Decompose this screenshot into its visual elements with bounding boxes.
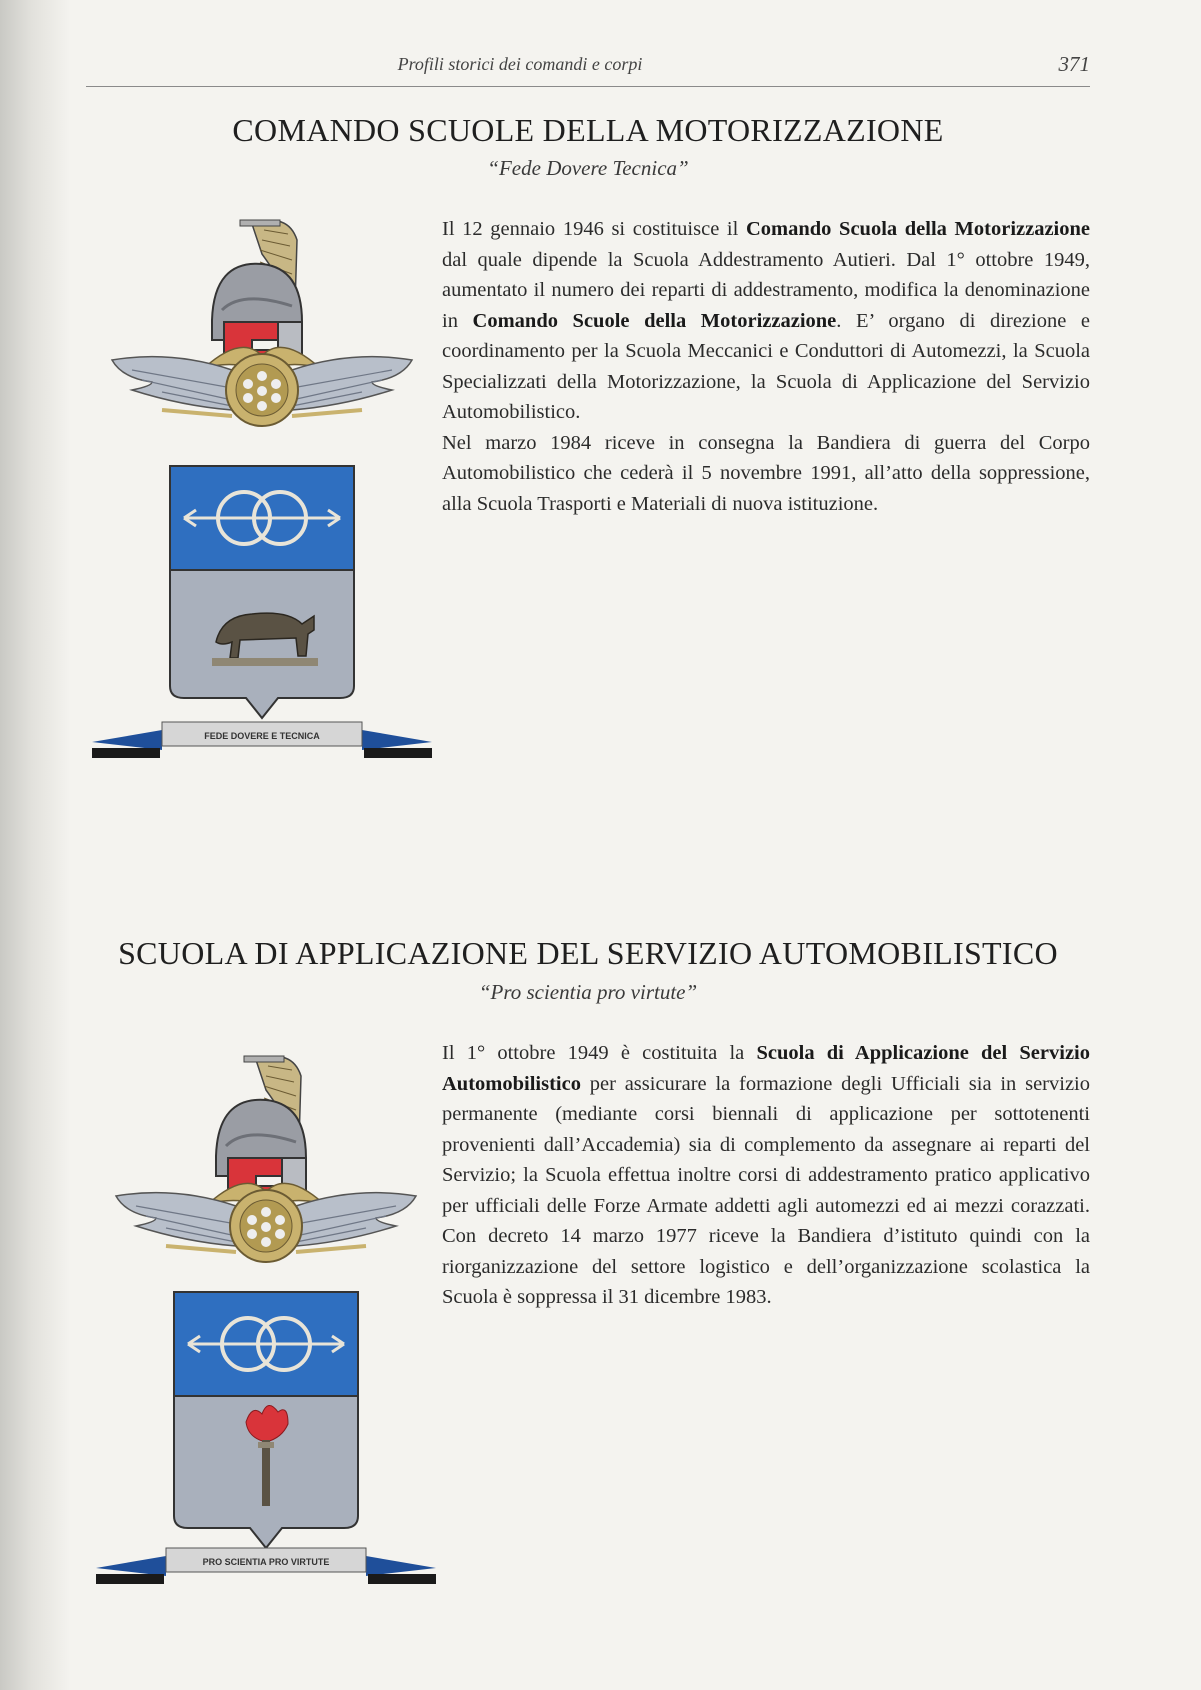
helmet-icon	[216, 1056, 306, 1196]
shield-icon	[170, 466, 354, 718]
winged-wheel-icon	[112, 354, 412, 426]
section-title: COMANDO SCUOLE DELLA MOTORIZZAZIONE	[232, 112, 944, 148]
body-bold: Comando Scuola della Motorizzazione	[745, 218, 1091, 240]
body-text: per assicurare la formazione degli Ufficiali sia in servizio permanente (mediante corsi biennali di applicazione per sottotenenti provenienti dall’Accademia) sia di complemento da assegnare ai reparti del Servizio; la Scuola effettua inoltre corsi di addestramento pratico applicativo per ufficiali delle Forze Armate addetti agli automezzi ed ai mezzi corazzati. Con decreto 14 marzo 1977 riceve la Bandiera d’istituto quindi con la riorganizzazione del settore logistico e dell’organizzazione scolastica la Scuola è soppressa il 31 dicembre 1983.	[442, 1072, 1090, 1308]
coat-of-arms-applicazione	[96, 1046, 436, 1586]
body-text: Il 1° ottobre 1949 è costituita la	[442, 1042, 757, 1064]
banner-text: FEDE DOVERE E TECNICA	[204, 731, 320, 741]
body-text: dal quale dipende la Scuola Addestramento Autieri. Dal 1° ottobre 1949, aumentato il numero dei reparti di addestramento, modifica la denominazione in	[442, 248, 1090, 332]
body-text: . E’ organo di direzione e coordinamento per la Scuola Meccanici e Conduttori di Automezzi, la Scuola Specializzati della Motorizzazione, la Scuola di Applicazione del Servizio Automobilistico.	[442, 309, 1090, 423]
body-bold: Scuola di Applicazione del Servizio Automobilistico	[442, 1042, 1090, 1095]
section-motto: “Pro scientia pro virtute”	[478, 980, 698, 1004]
shield-icon	[174, 1292, 358, 1548]
running-title: Profili storici dei comandi e corpi	[397, 54, 643, 74]
motto-banner	[92, 722, 432, 758]
section-body	[442, 1038, 1090, 1313]
coat-of-arms-motorizzazione	[92, 210, 432, 760]
helmet-icon	[212, 220, 302, 360]
page-number: 371	[1058, 52, 1090, 76]
body-text: Nel marzo 1984 riceve in consegna la Bandiera di guerra del Corpo Automobilistico che cederà il 5 novembre 1991, all’atto della soppressione, alla Scuola Trasporti e Materiali di nuova istituzione.	[442, 431, 1090, 515]
section-body	[442, 214, 1090, 519]
motto-banner	[96, 1548, 436, 1584]
section-motto: “Fede Dovere Tecnica”	[487, 156, 689, 180]
winged-wheel-icon	[116, 1190, 416, 1262]
banner-text: PRO SCIENTIA PRO VIRTUTE	[202, 1557, 330, 1567]
body-text: Il 12 gennaio 1946 si costituisce il	[442, 218, 746, 240]
header-rule	[86, 86, 1090, 87]
body-bold: Comando Scuole della Motorizzazione	[472, 309, 837, 332]
page-gutter-shadow	[0, 0, 70, 1690]
section-title: SCUOLA DI APPLICAZIONE DEL SERVIZIO AUTOMOBILISTICO	[118, 935, 1058, 971]
